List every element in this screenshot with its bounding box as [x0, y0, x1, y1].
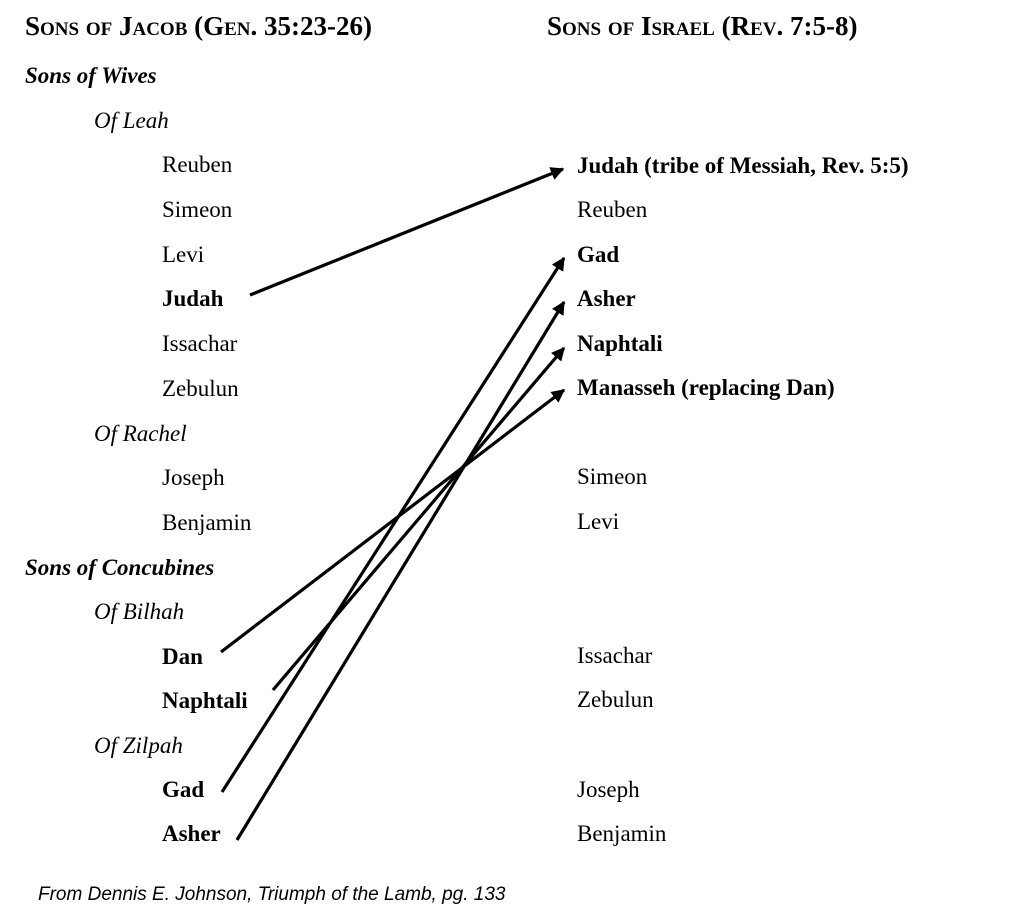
group-label-wives: Sons of Wives	[25, 63, 157, 88]
right-item-levi: Levi	[577, 509, 620, 534]
arrow-gad	[222, 258, 564, 792]
arrow-judah	[250, 169, 563, 295]
right-item-naphtali: Naphtali	[577, 331, 663, 356]
left-son-joseph: Joseph	[162, 465, 225, 490]
left-son-benjamin: Benjamin	[162, 510, 252, 535]
mother-label-bilhah: Of Bilhah	[94, 599, 185, 624]
right-item-issachar: Issachar	[577, 643, 653, 668]
right-item-manasseh: Manasseh (replacing Dan)	[577, 375, 835, 400]
citation: From Dennis E. Johnson, Triumph of the Lamb, pg. 133	[38, 884, 506, 905]
right-item-simeon: Simeon	[577, 464, 648, 489]
left-son-issachar: Issachar	[162, 331, 238, 356]
arrow-naphtali	[273, 348, 564, 690]
group-label-concubines: Sons of Concubines	[25, 555, 215, 580]
right-item-gad: Gad	[577, 242, 620, 267]
right-item-joseph: Joseph	[577, 777, 640, 802]
left-son-gad: Gad	[162, 777, 205, 802]
right-item-reuben: Reuben	[577, 197, 648, 222]
mother-label-leah: Of Leah	[94, 108, 169, 133]
right-header: Sons of Israel (Rev. 7:5-8)	[547, 11, 858, 41]
right-item-zebulun: Zebulun	[577, 687, 654, 712]
right-item-judah: Judah (tribe of Messiah, Rev. 5:5)	[577, 153, 909, 178]
left-son-judah: Judah	[162, 286, 224, 311]
arrow-asher	[237, 302, 564, 840]
mother-label-zilpah: Of Zilpah	[94, 733, 183, 758]
left-son-reuben: Reuben	[162, 152, 233, 177]
left-header: Sons of Jacob (Gen. 35:23-26)	[25, 11, 372, 41]
right-item-asher: Asher	[577, 286, 636, 311]
left-son-levi: Levi	[162, 242, 205, 267]
left-son-naphtali: Naphtali	[162, 688, 248, 713]
arrow-dan	[221, 390, 564, 652]
left-son-dan: Dan	[162, 644, 203, 669]
right-item-benjamin: Benjamin	[577, 821, 667, 846]
left-son-asher: Asher	[162, 821, 221, 846]
mother-label-rachel: Of Rachel	[94, 421, 187, 446]
left-son-simeon: Simeon	[162, 197, 233, 222]
left-son-zebulun: Zebulun	[162, 376, 239, 401]
